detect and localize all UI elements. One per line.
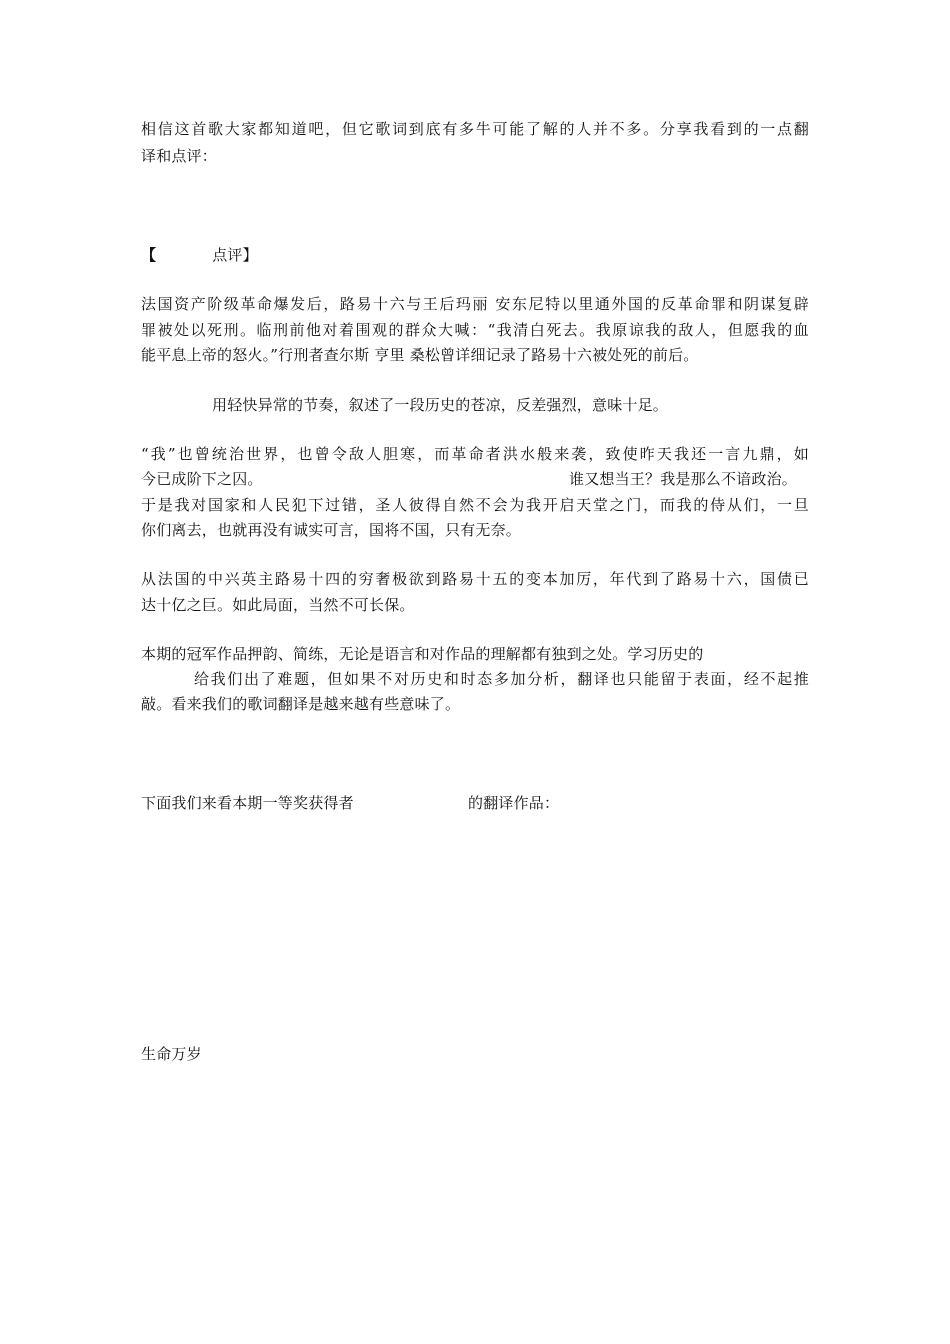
paragraph-3-line-2a: 今已成阶下之囚。 bbox=[141, 470, 263, 488]
paragraph-3-line-2b: 谁又想当王？我是那么不谙政治。 bbox=[569, 470, 798, 488]
translation-title: 生命万岁 bbox=[141, 1045, 202, 1063]
paragraph-3-line-3: 于是我对国家和人民犯下过错，圣人彼得自然不会为我开启天堂之门，而我的侍从们，一旦 bbox=[141, 496, 809, 514]
paragraph-3-line-1: “我”也曾统治世界，也曾令敌人胆寒，而革命者洪水般来袭，致使昨天我还一言九鼎，如 bbox=[141, 445, 809, 463]
paragraph-4-line-1: 从法国的中兴英主路易十四的穷奢极欲到路易十五的变本加厉，年代到了路易十六，国债已 bbox=[141, 570, 809, 588]
comment-heading bbox=[141, 245, 258, 265]
comment-heading-label: 点评】 bbox=[212, 246, 258, 264]
intro-line-2: 译和点评： bbox=[141, 147, 218, 165]
winner-line-part-2: 的翻译作品： bbox=[468, 794, 560, 812]
paragraph-3-line-4: 你们离去，也就再没有诚实可言，国将不国，只有无奈。 bbox=[141, 521, 522, 539]
paragraph-1-line-2: 罪被处以死刑。临刑前他对着围观的群众大喊：“我清白死去。我原谅我的敌人，但愿我的血 bbox=[141, 321, 809, 339]
winner-line-part-1: 下面我们来看本期一等奖获得者 bbox=[141, 794, 354, 812]
paragraph-1-line-1: 法国资产阶级革命爆发后，路易十六与王后玛丽 安东尼特以里通外国的反革命罪和阴谋复辟 bbox=[141, 295, 809, 313]
paragraph-4-line-2: 达十亿之巨。如此局面，当然不可长保。 bbox=[141, 596, 415, 614]
paragraph-5-line-2: 给我们出了难题，但如果不对历史和时态多加分析，翻译也只能留于表面，经不起推 bbox=[194, 670, 809, 688]
paragraph-2-line-1: 用轻快异常的节奏，叙述了一段历史的苍凉，反差强烈，意味十足。 bbox=[212, 396, 669, 414]
intro-line-1: 相信这首歌大家都知道吧，但它歌词到底有多牛可能了解的人并不多。分享我看到的一点翻 bbox=[141, 120, 809, 138]
comment-heading-bracket: 【 bbox=[141, 246, 157, 264]
paragraph-1-line-3: 能平息上帝的怒火。”行刑者查尔斯 亨里 桑松曾详细记录了路易十六被处死的前后。 bbox=[141, 346, 699, 364]
paragraph-5-line-1: 本期的冠军作品押韵、简练，无论是语言和对作品的理解都有独到之处。学习历史的 bbox=[141, 645, 704, 663]
paragraph-5-line-3: 敲。看来我们的歌词翻译是越来越有些意味了。 bbox=[141, 695, 461, 713]
